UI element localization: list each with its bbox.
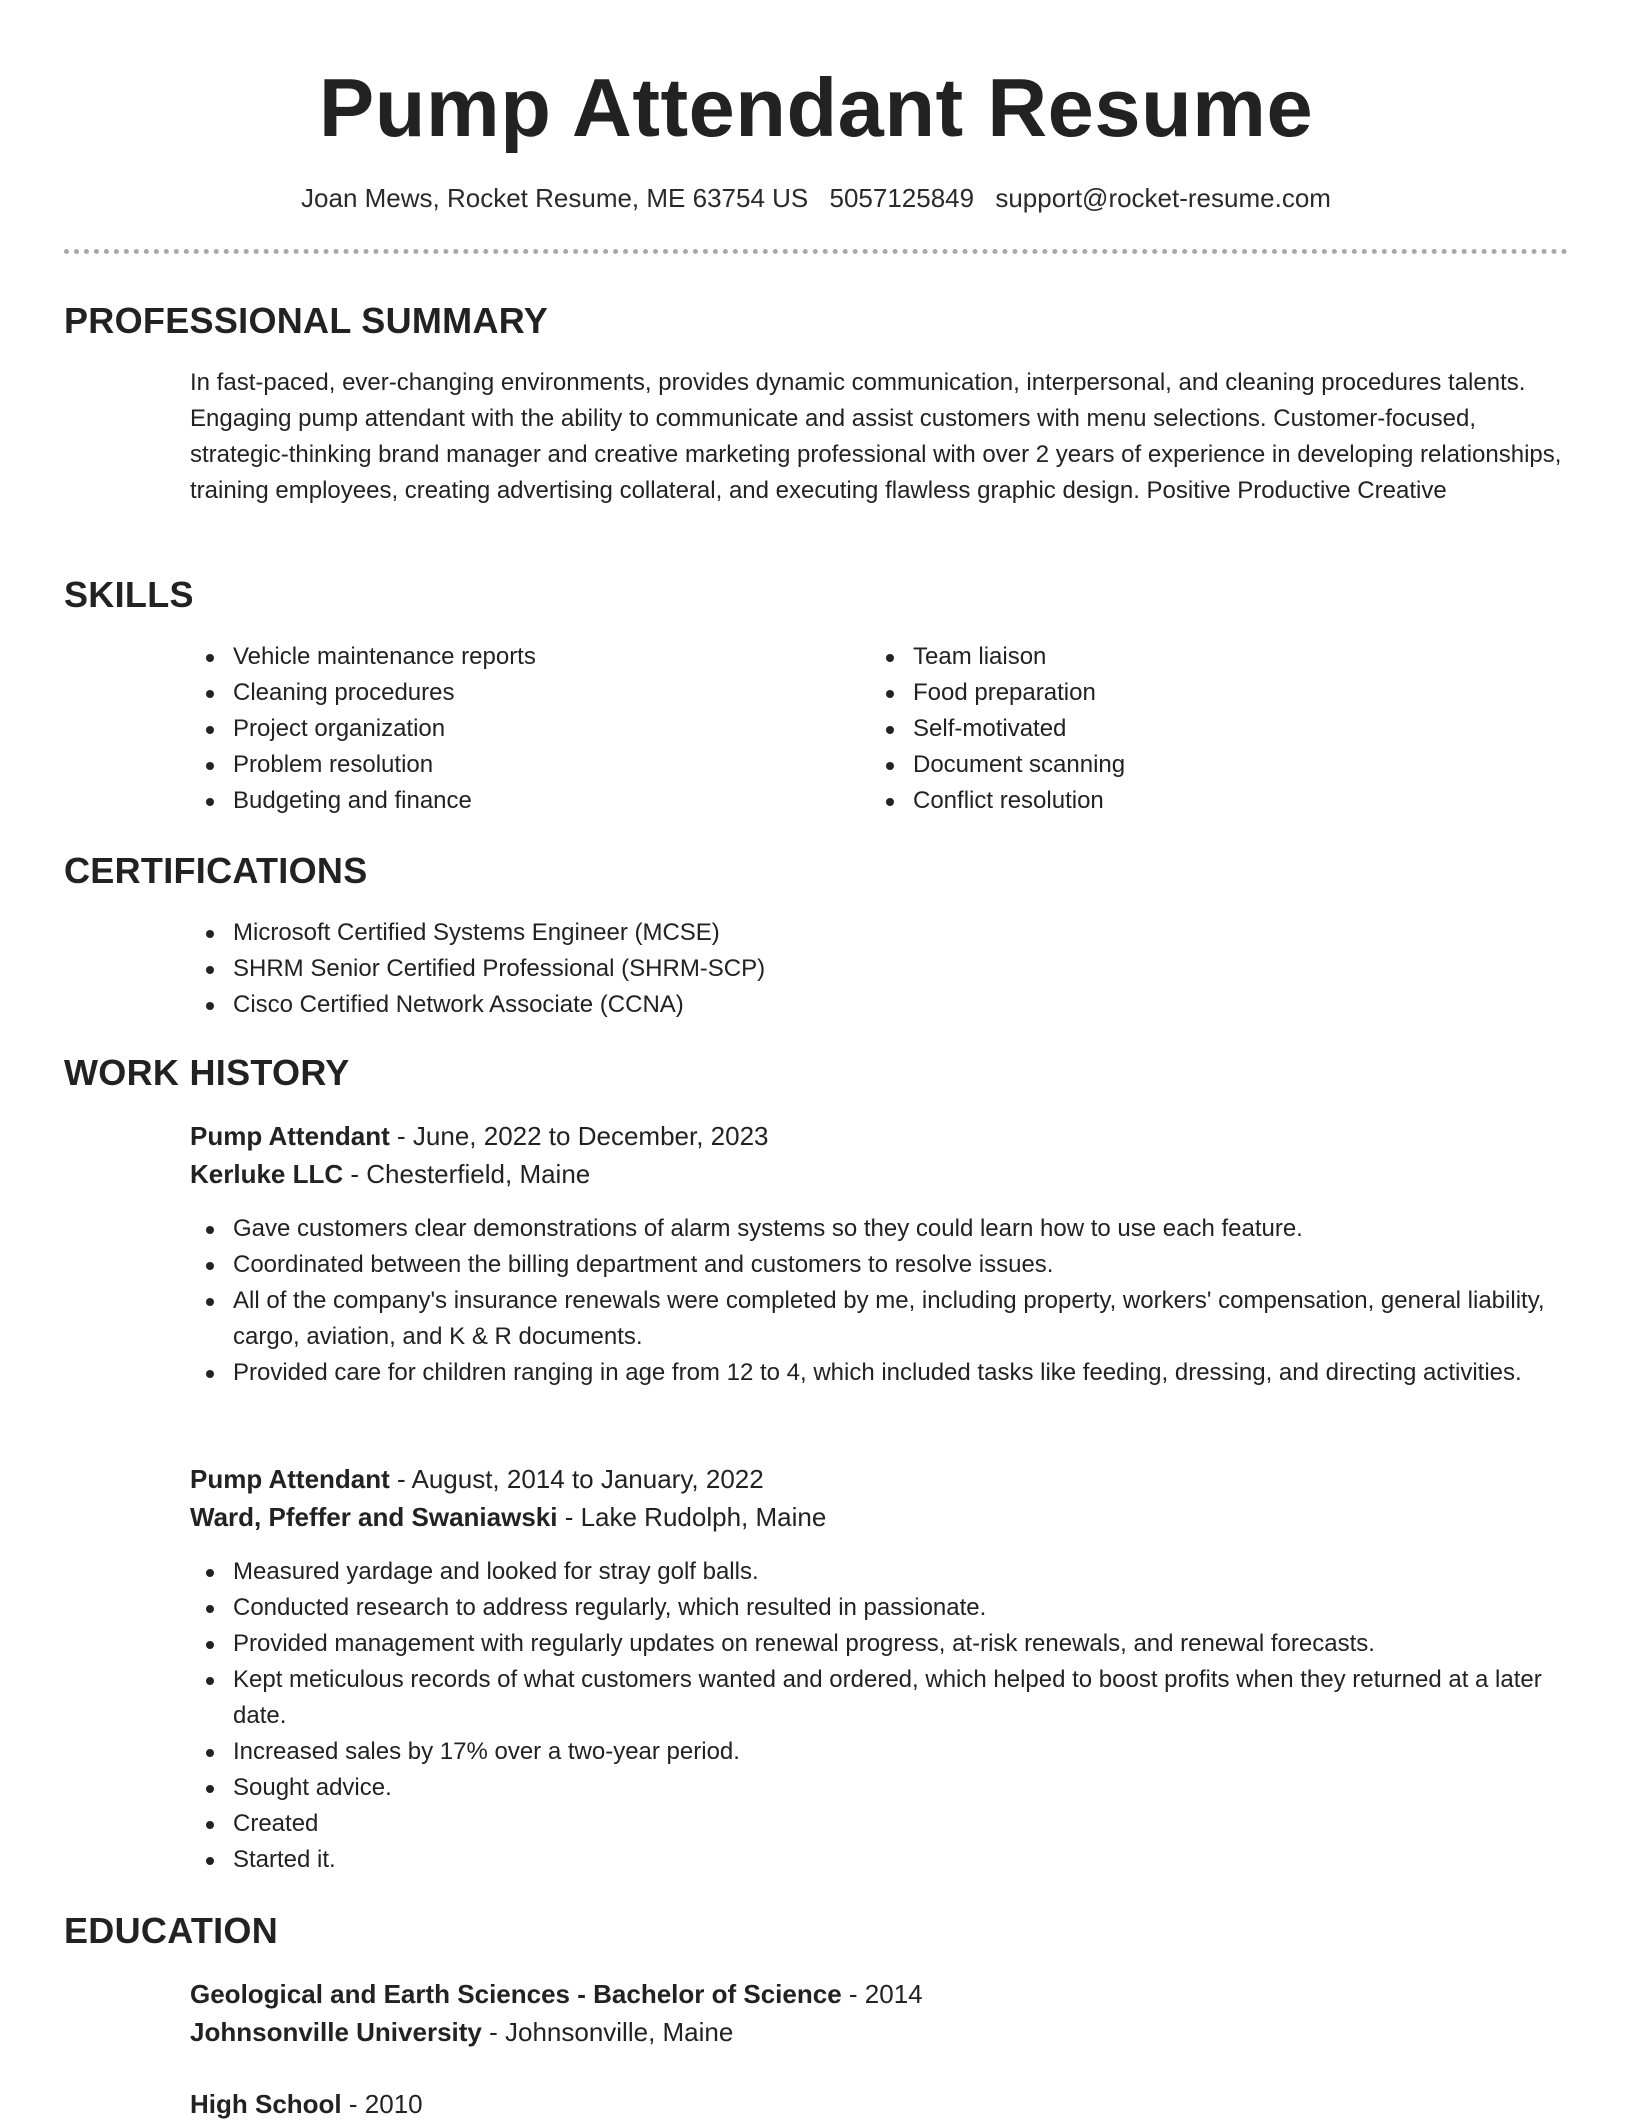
job-bullet: Coordinated between the billing department and customers to resolve issues. <box>190 1247 1570 1283</box>
job-bullet: Measured yardage and looked for stray golf balls. <box>190 1554 1570 1590</box>
contact-email: support@rocket-resume.com <box>995 183 1331 213</box>
job-title-line <box>190 1460 764 1498</box>
job-company-line <box>190 1155 590 1193</box>
job-bullet: Kept meticulous records of what customers wanted and ordered, which helped to boost profits when they returned at a later date. <box>190 1662 1570 1734</box>
skill-item: Cleaning procedures <box>190 675 830 711</box>
summary-text: In fast-paced, ever-changing environments, provides dynamic communication, interpersonal, and cleaning procedures talents. Engaging pump attendant with the ability to communicate and assist customers with menu selections. Customer-focused, strategic-thinking brand manager and creative marketing professional with over 2 years of experience in developing relationships, training employees, creating advertising collateral, and executing flawless graphic design. Positive Productive Creative <box>190 369 1562 504</box>
contact-phone: 5057125849 <box>829 183 975 213</box>
skill-item: Budgeting and finance <box>190 783 830 819</box>
certification-item: Cisco Certified Network Associate (CCNA) <box>190 987 1490 1023</box>
job-bullet: Gave customers clear demonstrations of alarm systems so they could learn how to use each feature. <box>190 1211 1570 1247</box>
contact-line <box>0 180 1632 216</box>
job-bullet: Increased sales by 17% over a two-year period. <box>190 1734 1570 1770</box>
skill-item: Conflict resolution <box>870 783 1510 819</box>
job-title: Pump Attendant <box>190 1121 390 1151</box>
job-company: Ward, Pfeffer and Swaniawski <box>190 1502 558 1532</box>
job-bullet: Started it. <box>190 1842 1570 1878</box>
certifications-list <box>190 915 1490 1023</box>
job-location: - Chesterfield, Maine <box>343 1159 591 1189</box>
skill-item: Document scanning <box>870 747 1510 783</box>
education-school: Johnsonville University <box>190 2017 482 2047</box>
education-degree-line <box>190 1975 923 2013</box>
job-bullet: Conducted research to address regularly, which resulted in passionate. <box>190 1590 1570 1626</box>
job-bullet: Sought advice. <box>190 1770 1570 1806</box>
skills-list-right <box>870 639 1510 819</box>
job-location: - Lake Rudolph, Maine <box>557 1502 827 1532</box>
job-title-line <box>190 1117 769 1155</box>
certifications-heading: CERTIFICATIONS <box>64 850 368 891</box>
education-school-line <box>190 2013 733 2051</box>
job-bullets <box>190 1554 1570 1878</box>
education-degree-line <box>190 2085 423 2123</box>
education-location: - Johnsonville, Maine <box>481 2017 734 2047</box>
skill-item: Problem resolution <box>190 747 830 783</box>
skills-heading: SKILLS <box>64 574 194 615</box>
job-bullet: Created <box>190 1806 1570 1842</box>
skill-item: Vehicle maintenance reports <box>190 639 830 675</box>
skill-item: Food preparation <box>870 675 1510 711</box>
job-bullet: Provided care for children ranging in age from 12 to 4, which included tasks like feeding, dressing, and directing activities. <box>190 1355 1570 1391</box>
work-history-heading: WORK HISTORY <box>64 1052 350 1093</box>
header-divider <box>64 249 1568 254</box>
certification-item: SHRM Senior Certified Professional (SHRM-SCP) <box>190 951 1490 987</box>
job-bullet: All of the company's insurance renewals were completed by me, including property, workers' compensation, general liability, cargo, aviation, and K & R documents. <box>190 1283 1570 1355</box>
job-bullet: Provided management with regularly updates on renewal progress, at-risk renewals, and renewal forecasts. <box>190 1626 1570 1662</box>
education-heading: EDUCATION <box>64 1910 279 1951</box>
certification-item: Microsoft Certified Systems Engineer (MCSE) <box>190 915 1490 951</box>
job-company: Kerluke LLC <box>190 1159 344 1189</box>
job-dates: - June, 2022 to December, 2023 <box>389 1121 769 1151</box>
education-year: - 2014 <box>841 1979 923 2009</box>
contact-address: Joan Mews, Rocket Resume, ME 63754 US <box>301 183 809 213</box>
summary-heading: PROFESSIONAL SUMMARY <box>64 300 549 341</box>
skill-item: Project organization <box>190 711 830 747</box>
resume-title: Pump Attendant Resume <box>318 61 1314 154</box>
job-bullets <box>190 1211 1570 1391</box>
job-title: Pump Attendant <box>190 1464 390 1494</box>
education-year: - 2010 <box>341 2089 423 2119</box>
education-degree: Geological and Earth Sciences - Bachelor of Science <box>190 1979 842 2009</box>
skill-item: Self-motivated <box>870 711 1510 747</box>
job-company-line <box>190 1498 826 1536</box>
skills-list-left <box>190 639 830 819</box>
job-dates: - August, 2014 to January, 2022 <box>389 1464 764 1494</box>
skill-item: Team liaison <box>870 639 1510 675</box>
education-degree: High School <box>190 2089 342 2119</box>
